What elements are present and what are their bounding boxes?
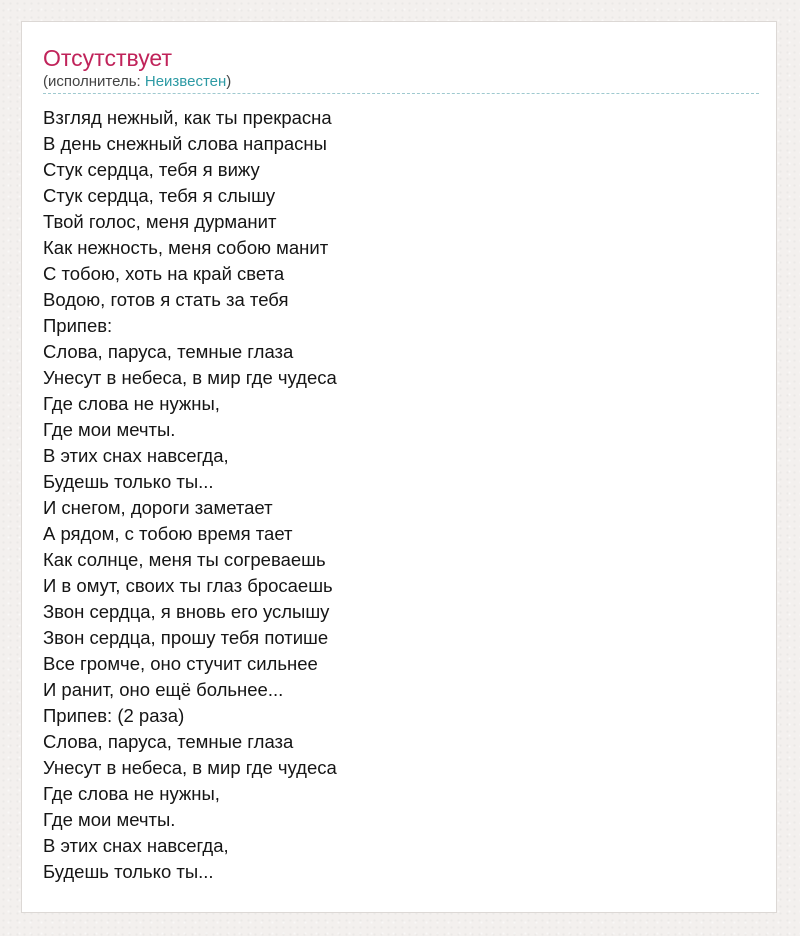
lyric-line: Слова, паруса, темные глаза: [43, 341, 294, 362]
lyric-line: А рядом, с тобою время тает: [43, 523, 293, 544]
lyric-line: Как нежность, меня собою манит: [43, 237, 329, 258]
lyric-line: Унесут в небеса, в мир где чудеса: [43, 367, 337, 388]
lyric-line: Звон сердца, прошу тебя потише: [43, 627, 329, 648]
lyric-line: Взгляд нежный, как ты прекрасна: [43, 107, 332, 128]
lyrics-card: [21, 21, 777, 913]
lyric-line: Стук сердца, тебя я вижу: [43, 159, 260, 180]
lyric-line: В день снежный слова напрасны: [43, 133, 327, 154]
artist-line: [43, 73, 231, 91]
lyric-line: Слова, паруса, темные глаза: [43, 731, 294, 752]
lyric-line: Будешь только ты...: [43, 471, 214, 492]
lyric-line: Где мои мечты.: [43, 419, 176, 440]
artist-suffix: ): [226, 73, 232, 90]
lyric-line: В этих снах навсегда,: [43, 445, 229, 466]
lyric-line: Водою, готов я стать за тебя: [43, 289, 289, 310]
lyric-line: И в омут, своих ты глаз бросаешь: [43, 575, 333, 596]
lyric-line: И ранит, оно ещё больнее...: [43, 679, 284, 700]
artist-prefix: (исполнитель:: [43, 73, 145, 90]
lyric-line: В этих снах навсегда,: [43, 835, 229, 856]
lyric-line: Где слова не нужны,: [43, 783, 220, 804]
lyric-line: Все громче, оно стучит сильнее: [43, 653, 318, 674]
lyric-line: Стук сердца, тебя я слышу: [43, 185, 276, 206]
lyric-line: И снегом, дороги заметает: [43, 497, 273, 518]
lyric-line: Унесут в небеса, в мир где чудеса: [43, 757, 337, 778]
lyric-line: Где мои мечты.: [43, 809, 176, 830]
lyrics-text: [43, 105, 337, 885]
title-divider: [43, 93, 759, 94]
lyric-line: С тобою, хоть на край света: [43, 263, 285, 284]
lyric-line: Будешь только ты...: [43, 861, 214, 882]
lyric-line: Твой голос, меня дурманит: [43, 211, 277, 232]
lyric-line: Припев: (2 раза): [43, 705, 185, 726]
lyric-line: Припев:: [43, 315, 113, 336]
lyric-line: Звон сердца, я вновь его услышу: [43, 601, 330, 622]
song-title: Отсутствует: [43, 45, 172, 71]
lyric-line: Где слова не нужны,: [43, 393, 220, 414]
lyric-line: Как солнце, меня ты согреваешь: [43, 549, 326, 570]
artist-link[interactable]: Неизвестен: [144, 73, 227, 90]
